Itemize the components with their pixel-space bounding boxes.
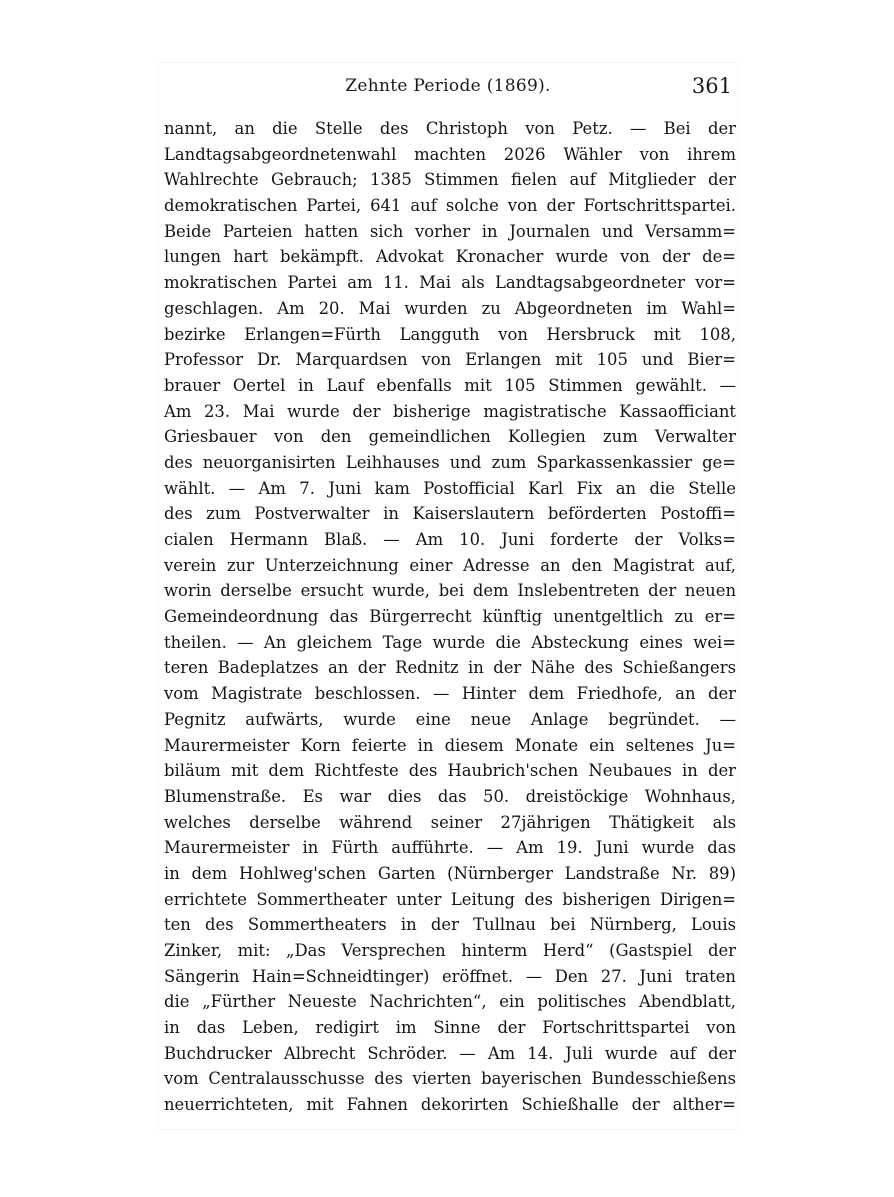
text-line: brauer Oertel in Lauf ebenfalls mit 105 Stimmen gewählt. — [164,375,736,395]
text-line: in das Leben, redigirt im Sinne der Fortschrittspartei von [164,1018,736,1038]
text-line: in dem Hohlweg'schen Garten (Nürnberger Landstraße Nr. 89) [164,863,736,883]
text-line: des zum Postverwalter in Kaiserslautern beförderten Postoffi= [164,504,736,524]
text-line: biläum mit dem Richtfeste des Haubrich'schen Neubaues in der [164,761,736,781]
text-line: Blumenstraße. Es war dies das 50. dreistöckige Wohnhaus, [164,786,736,806]
text-line: Gemeindeordnung das Bürgerrecht künftig unentgeltlich zu er= [164,607,736,627]
text-line: Griesbauer von den gemeindlichen Kollegien zum Verwalter [164,427,736,447]
text-line: wählt. — Am 7. Juni kam Postofficial Karl Fix an die Stelle [164,478,736,498]
text-line: lungen hart bekämpft. Advokat Kronacher wurde von der de= [164,247,736,267]
text-line: Pegnitz aufwärts, wurde eine neue Anlage begründet. — [164,709,736,729]
text-line: geschlagen. Am 20. Mai wurden zu Abgeordneten im Wahl= [164,298,736,318]
text-line: mokratischen Partei am 11. Mai als Landtagsabgeordneter vor= [164,273,736,293]
text-line: cialen Hermann Blaß. — Am 10. Juni forderte der Volks= [164,530,736,549]
text-line: bezirke Erlangen=Fürth Langguth von Hersbruck mit 108, [164,324,736,344]
body-text [164,116,736,1118]
text-line: verein zur Unterzeichnung einer Adresse an den Magistrat auf, [164,555,736,575]
text-line: Am 23. Mai wurde der bisherige magistratische Kassaofficiant [164,401,736,421]
text-line: teren Badeplatzes an der Rednitz in der Nähe des Schießangers [164,658,736,678]
text-line: Sängerin Hain=Schneidtinger) eröffnet. — Den 27. Juni traten [164,966,736,986]
text-line: Wahlrechte Gebrauch; 1385 Stimmen fielen auf Mitglieder der [164,170,736,190]
text-line: Buchdrucker Albrecht Schröder. — Am 14. Juli wurde auf der [164,1043,736,1063]
text-line: Maurermeister in Fürth aufführte. — Am 19. Juni wurde das [164,838,736,858]
text-line: vom Magistrate beschlossen. — Hinter dem Friedhofe, an der [164,684,736,704]
text-line: theilen. — An gleichem Tage wurde die Absteckung eines wei= [164,632,736,652]
text-line: die „Fürther Neueste Nachrichten“, ein politisches Abendblatt, [164,992,736,1012]
text-line: neuerrichteten, mit Fahnen dekorirten Schießhalle der alther= [164,1095,736,1115]
text-line: nannt, an die Stelle des Christoph von Petz. — Bei der [164,119,736,138]
text-line: Maurermeister Korn feierte in diesem Monate ein seltenes Ju= [164,735,736,755]
running-title: Zehnte Periode (1869). [345,76,551,96]
text-line: Landtagsabgeordnetenwahl machten 2026 Wähler von ihrem [164,144,736,164]
book-page [158,62,738,1130]
text-line: vom Centralausschusse des vierten bayerischen Bundesschießens [164,1069,736,1089]
text-line: errichtete Sommertheater unter Leitung des bisherigen Dirigen= [164,889,736,909]
text-line: worin derselbe ersucht wurde, bei dem Inslebentreten der neuen [164,581,736,601]
page-number: 361 [691,74,732,98]
text-line: ten des Sommertheaters in der Tullnau bei Nürnberg, Louis [164,915,736,935]
page-header [158,74,738,104]
text-line: Professor Dr. Marquardsen von Erlangen mit 105 und Bier= [164,350,736,370]
text-line: demokratischen Partei, 641 auf solche von der Fortschrittspartei. [164,196,736,216]
text-line: Zinker, mit: „Das Versprechen hinterm Herd“ (Gastspiel der [164,941,736,960]
text-line: des neuorganisirten Leihhauses und zum Sparkassenkassier ge= [164,452,736,472]
text-line: welches derselbe während seiner 27jährigen Thätigkeit als [164,812,736,832]
text-line: Beide Parteien hatten sich vorher in Journalen und Versamm= [164,221,736,241]
